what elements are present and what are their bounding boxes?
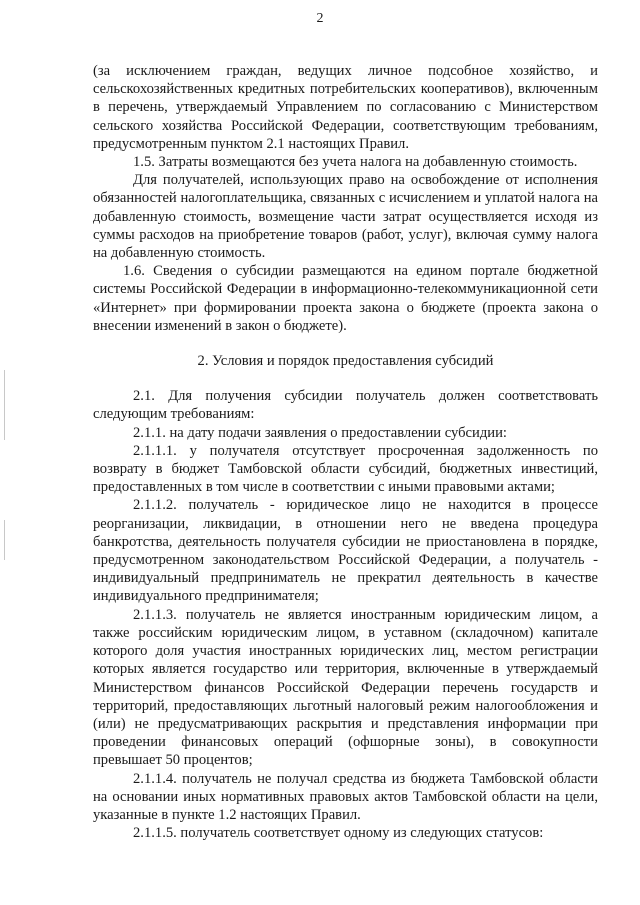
paragraph-2-1: 2.1. Для получения субсидии получатель должен соответствовать следующим требованиям: (93, 388, 598, 423)
paragraph-2-1-1-3: 2.1.1.3. получатель не является иностранным юридическим лицом, а также российским юридическим лицом, в уставном (складочном) капитале которого доля участия иностранных юридических лиц, местом регистрации которых является государство или территория, включенные в утверждаемый Министерством финансов Российской Федерации перечень государств и территорий, предоставляющих льготный налоговый режим налогообложения и (или) не предусматривающих раскрытия и представления информации при проведении финансовых операций (офшорные зоны), в совокупности превышает 50 процентов; (93, 606, 598, 769)
page-number: 2 (316, 11, 324, 26)
document-body (93, 62, 598, 842)
paragraph-2-1-1-2: 2.1.1.2. получатель - юридическое лицо не находится в процессе реорганизации, ликвидации, в отношении него не введена процедура банкротства, деятельность получателя субсидии не приостановлена в порядке, предусмотренном законодательством Российской Федерации, а получатель - индивидуальный предприниматель не прекратил деятельность в качестве индивидуального предпринимателя; (93, 497, 598, 605)
paragraph-2-1-1-5: 2.1.1.5. получатель соответствует одному из следующих статусов: (133, 825, 544, 842)
paragraph-1-5: 1.5. Затраты возмещаются без учета налога на добавленную стоимость. (133, 154, 578, 171)
scan-margin-mark (4, 370, 5, 440)
paragraph-vat-exemption: Для получателей, использующих право на освобождение от исполнения обязанностей налогоплательщика, связанных с исчислением и уплатой налога на добавленную стоимость, возмещение части затрат осуществляется исходя из суммы расходов на приобретение товаров (работ, услуг), включая сумму налога на добавленную стоимость. (93, 172, 598, 262)
paragraph-2-1-1-1: 2.1.1.1. у получателя отсутствует просроченная задолженность по возврату в бюджет Тамбовской области субсидий, бюджетных инвестиций, предоставленных в том числе в соответствии с иными правовыми актами; (93, 442, 598, 496)
paragraph-2-1-1: 2.1.1. на дату подачи заявления о предоставлении субсидии: (133, 424, 507, 441)
section-heading: 2. Условия и порядок предоставления субсидий (197, 353, 494, 370)
paragraph-1-6: 1.6. Сведения о субсидии размещаются на едином портале бюджетной системы Российской Федерации в информационно-телекоммуникационной сети «Интернет» при формировании проекта закона о бюджете (проекта закона о внесении изменений в закон о бюджете). (93, 263, 598, 334)
paragraph-2-1-1-4: 2.1.1.4. получатель не получал средства из бюджета Тамбовской области на основании иных нормативных правовых актов Тамбовской области на цели, указанные в пункте 1.2 настоящих Правил. (93, 770, 598, 823)
paragraph-continuation: (за исключением граждан, ведущих личное подсобное хозяйство, и сельскохозяйственных кредитных потребительских кооперативов), включенным в перечень, утверждаемый Управлением по согласованию с Министерством сельского хозяйства Российской Федерации, соответствующим требованиям, предусмотренным пунктом 2.1 настоящих Правил. (93, 63, 598, 152)
scan-margin-mark (4, 520, 5, 560)
